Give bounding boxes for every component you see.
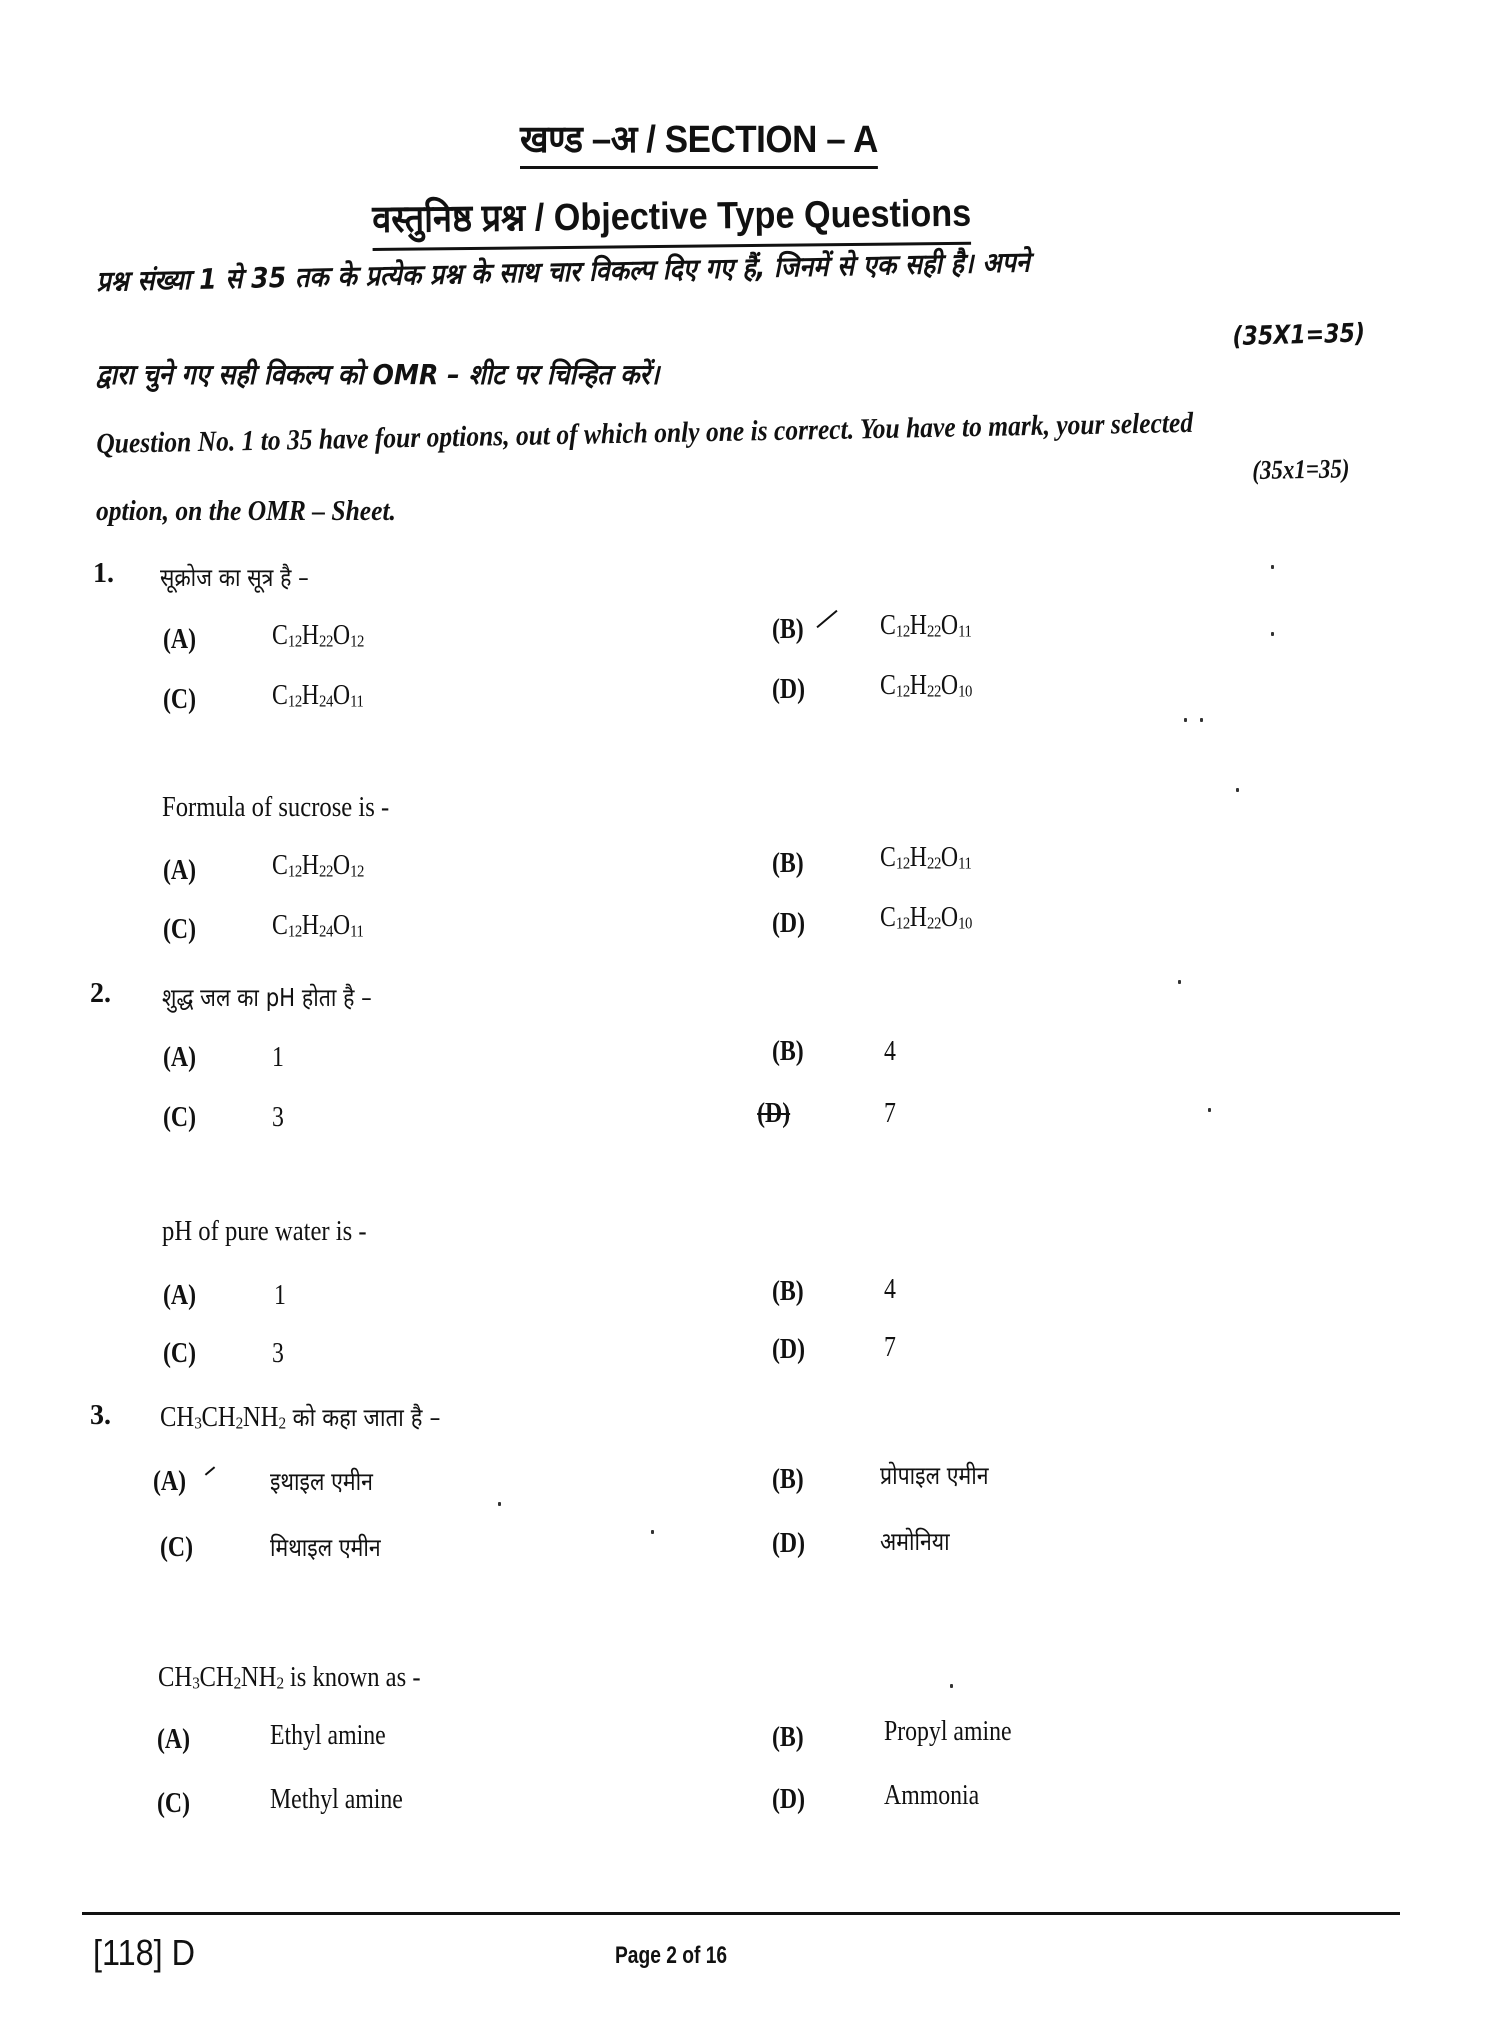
option-value: 1 (272, 1042, 284, 1073)
question-formula: $CH_3CH_2NH_2$ (158, 1662, 284, 1693)
option-value: 7 (884, 1098, 896, 1129)
scan-artifact (1271, 632, 1274, 636)
question-text-hindi: सूक्रोज का सूत्र है – (160, 563, 309, 592)
question-number: 1. (93, 558, 114, 589)
scan-artifact (1200, 718, 1203, 722)
option-label: (C) (160, 1532, 194, 1563)
check-mark-icon (205, 1466, 215, 1475)
option-label: (A) (163, 1280, 197, 1311)
option-value: $C_{12}H_{22}O_{12}$ (272, 620, 364, 651)
instructions-hindi-line1: प्रश्न संख्या 1 से 35 तक के प्रत्येक प्रश्न के साथ चार विकल्प दिए गए हैं, जिनमें से एक सही है। अपने (96, 245, 1031, 298)
option-label: (A) (163, 1042, 197, 1073)
question-suffix: को कहा जाता है – (285, 1403, 441, 1432)
option-label: (B) (772, 848, 804, 879)
option-value: Methyl amine (270, 1784, 403, 1815)
option-value: 4 (884, 1274, 896, 1305)
option-value: Ammonia (884, 1780, 980, 1811)
option-value: मिथाइल एमीन (270, 1533, 381, 1562)
option-label: (B) (772, 1276, 804, 1307)
option-label: (D) (772, 1528, 806, 1559)
option-label: (A) (163, 624, 197, 655)
option-value: अमोनिया (880, 1527, 950, 1556)
question-number: 3. (90, 1400, 111, 1431)
option-value: $C_{12}H_{22}O_{10}$ (880, 670, 972, 701)
instructions-english-line1: Question No. 1 to 35 have four options, out of which only one is correct. You have to mark, your selected (96, 406, 1194, 460)
option-label: (C) (163, 914, 197, 945)
option-value: $C_{12}H_{22}O_{12}$ (272, 850, 364, 881)
question-number: 2. (90, 978, 111, 1009)
option-label: (D) (772, 1784, 806, 1815)
option-value: 4 (884, 1036, 896, 1067)
option-label-marked: (A) (153, 1466, 187, 1497)
scan-artifact (1184, 718, 1187, 722)
question-suffix: is known as - (283, 1662, 421, 1693)
question-formula: $CH_3CH_2NH_2$ (160, 1402, 286, 1433)
option-value: $C_{12}H_{24}O_{11}$ (272, 910, 364, 941)
option-value: 3 (272, 1102, 284, 1133)
instructions-hindi-line2: द्वारा चुने गए सही विकल्प को OMR – शीट पर चिन्हित करें। (96, 358, 660, 391)
option-value: $C_{12}H_{22}O_{10}$ (880, 902, 972, 933)
question-text-english (158, 1662, 421, 1694)
scan-artifact (651, 1530, 654, 1534)
option-value: $C_{12}H_{22}O_{11}$ (880, 610, 972, 641)
instructions-english-line2: option, on the OMR – Sheet. (96, 495, 396, 527)
option-value: 7 (884, 1332, 896, 1363)
option-value: $C_{12}H_{24}O_{11}$ (272, 680, 364, 711)
option-value: प्रोपाइल एमीन (880, 1461, 989, 1490)
option-value: $C_{12}H_{22}O_{11}$ (880, 842, 972, 873)
option-value: Ethyl amine (270, 1720, 386, 1751)
option-label: (B) (772, 1036, 804, 1067)
question-text-hindi: शुद्ध जल का pH होता है – (162, 983, 372, 1012)
scan-artifact (950, 1684, 953, 1688)
scan-artifact (1236, 788, 1239, 792)
page-indicator: Page 2 of 16 (615, 1942, 728, 1969)
option-label: (D) (772, 908, 806, 939)
question-text-english: Formula of sucrose is - (162, 792, 390, 823)
option-label: (A) (157, 1724, 191, 1755)
footer-divider (82, 1912, 1400, 1915)
scan-artifact (1208, 1108, 1211, 1112)
option-label: (C) (163, 684, 197, 715)
paper-code: [118] D (93, 1932, 196, 1973)
question-text-hindi (160, 1400, 440, 1434)
option-label: (C) (163, 1338, 197, 1369)
marks-hindi: (35X1=35) (1232, 318, 1366, 352)
option-value: 1 (274, 1280, 286, 1311)
option-label: (A) (163, 855, 197, 886)
option-label: (D) (772, 1334, 806, 1365)
option-value: Propyl amine (884, 1716, 1012, 1747)
option-label: (C) (163, 1102, 197, 1133)
option-label: (B) (772, 1464, 804, 1495)
scan-artifact (1271, 565, 1274, 569)
option-value: 3 (272, 1338, 284, 1369)
option-label-marked: (B) (772, 614, 804, 645)
scan-artifact (1178, 980, 1181, 984)
check-mark-icon (816, 610, 837, 628)
section-title: खण्ड –अ / SECTION – A (520, 112, 878, 169)
option-value: इथाइल एमीन (270, 1467, 373, 1496)
option-label: (B) (772, 1722, 804, 1753)
option-label-struck: (D) (757, 1098, 791, 1129)
option-label: (C) (157, 1788, 191, 1819)
marks-english: (35x1=35) (1252, 453, 1350, 485)
question-text-english: pH of pure water is - (162, 1216, 367, 1247)
scan-artifact (498, 1502, 501, 1506)
option-label: (D) (772, 674, 806, 705)
objective-title: वस्तुनिष्ठ प्रश्न / Objective Type Questions (372, 186, 972, 251)
